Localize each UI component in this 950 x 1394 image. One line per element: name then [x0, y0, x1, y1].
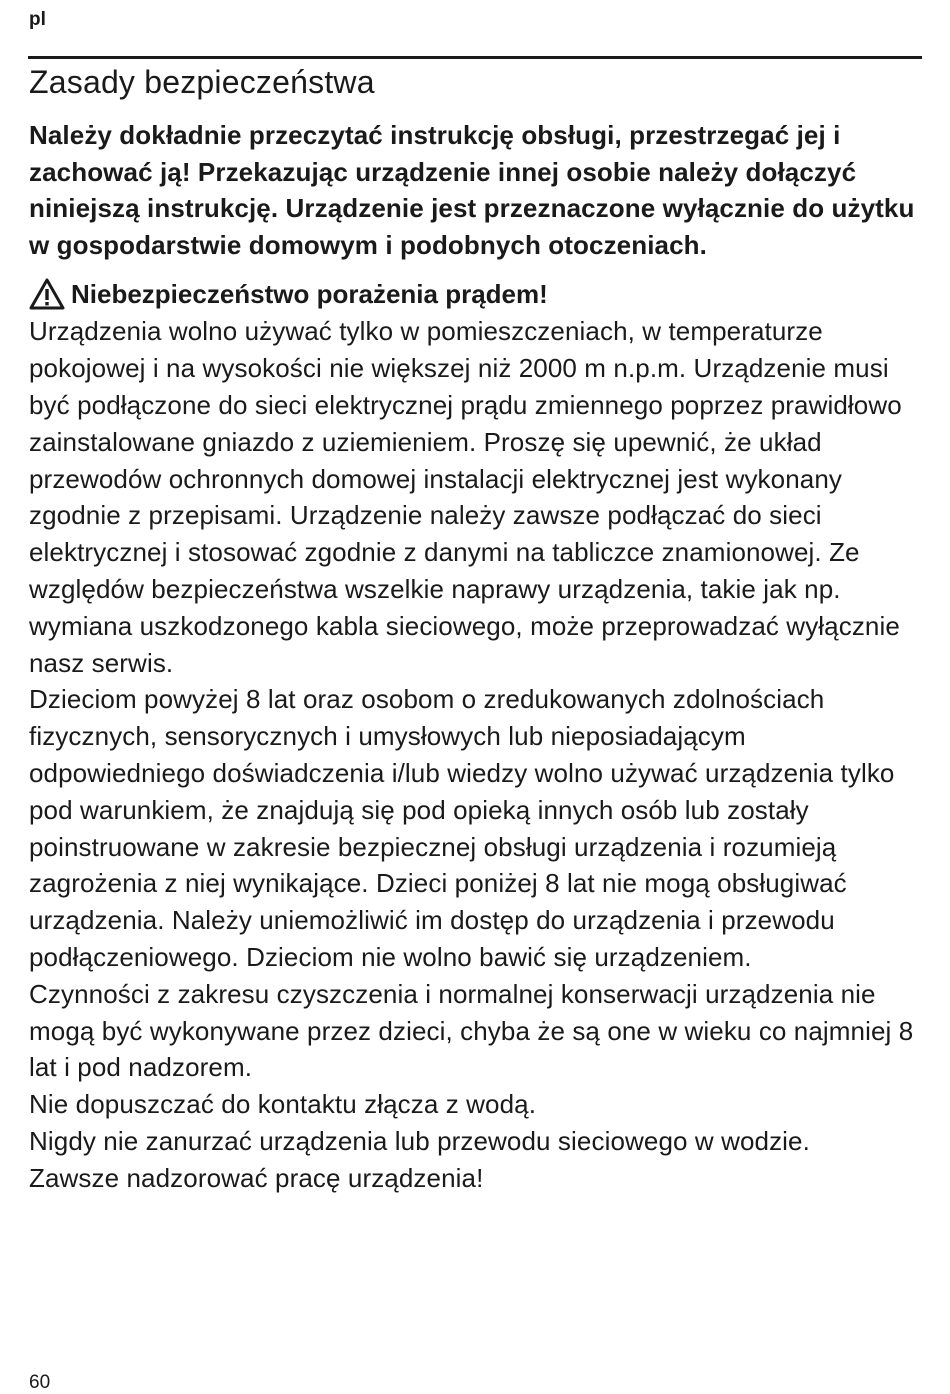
main-content [29, 117, 929, 1197]
body-paragraph-no-immersion: Nigdy nie zanurzać urządzenia lub przewodu sieciowego w wodzie. [29, 1125, 810, 1156]
page-number: 60 [29, 1372, 51, 1393]
body-paragraph-children: Dzieciom powyżej 8 lat oraz osobom o zredukowanych zdolnościach fizycznych, sensorycznych i umysłowych lub nieposiadającym odpowiedniego doświadczenia i/lub wiedzy wolno używać urządzenia tylko pod warunkiem, że znajdują się pod opieką innych osób lub zostały poinstruowane w zakresie bezpiecznej obsługi urządzenia i rozumieją zagrożenia z niej wynikające. Dzieci poniżej 8 lat nie mogą obsługiwać urządzenia. Należy uniemożliwić im dostęp do urządzenia i przewodu podłączeniowego. Dzieciom nie wolno bawić się urządzeniem. [29, 684, 895, 972]
warning-heading [29, 275, 929, 313]
body-paragraph-cleaning: Czynności z zakresu czyszczenia i normalnej konserwacji urządzenia nie mogą być wykonywane przez dzieci, chyba że są one w wieku co najmniej 8 lat i pod nadzorem. [29, 978, 914, 1083]
page-title: Zasady bezpieczeństwa [29, 64, 375, 100]
warning-triangle-icon [29, 278, 65, 310]
intro-paragraph: Należy dokładnie przeczytać instrukcję obsługi, przestrzegać jej i zachować ją! Przekazując urządzenie innej osobie należy dołączyć niniejszą instrukcję. Urządzenie jest przeznaczone wyłącznie do użytku w gospodarstwie domowym i podobnych otoczeniach. [29, 120, 915, 260]
header-divider [28, 56, 922, 59]
warning-heading-text: Niebezpieczeństwo porażenia prądem! [71, 279, 548, 310]
body-paragraph-connector-water: Nie dopuszczać do kontaktu złącza z wodą. [29, 1089, 537, 1120]
language-tag: pl [29, 9, 46, 30]
body-paragraph-electrical: Urządzenia wolno używać tylko w pomieszczeniach, w temperaturze pokojowej i na wysokości nie większej niż 2000 m n.p.m. Urządzenie musi być podłączone do sieci elektrycznej prądu zmiennego poprzez prawidłowo zainstalowane gniazdo z uziemieniem. Proszę się upewnić, że układ przewodów ochronnych domowej instalacji elektrycznej jest wykonany zgodnie z przepisami. Urządzenie należy zawsze podłączać do sieci elektrycznej i stosować zgodnie z danymi na tabliczce znamionowej. Ze względów bezpieczeństwa wszelkie naprawy urządzenia, takie jak np. wymiana uszkodzonego kabla sieciowego, może przeprowadzać wyłącznie nasz serwis. [29, 316, 902, 678]
body-paragraph-supervise: Zawsze nadzorować pracę urządzenia! [29, 1162, 484, 1193]
